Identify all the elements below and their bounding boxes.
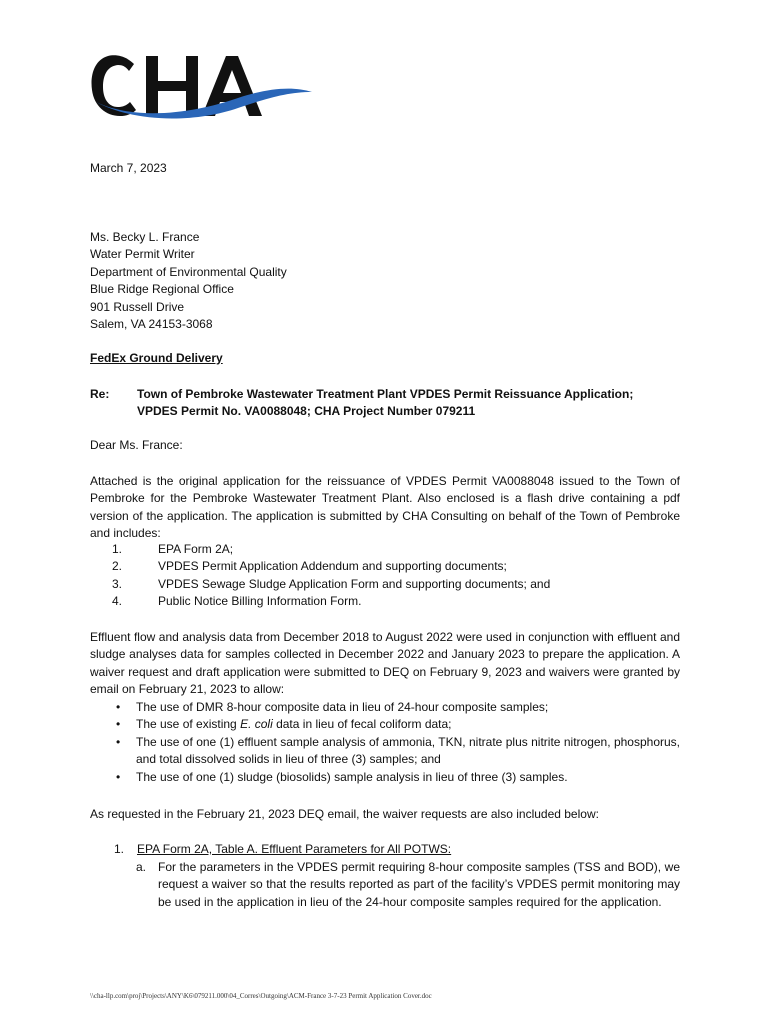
bullet-item xyxy=(90,769,680,786)
bullet-text-part: The use of existing xyxy=(136,717,241,732)
waiver-subitem xyxy=(136,859,680,911)
list-item xyxy=(90,593,680,610)
bullet-item xyxy=(90,734,680,769)
list-text: Public Notice Billing Information Form. xyxy=(158,594,362,609)
organism-name: E. coli xyxy=(240,717,273,732)
subject-text xyxy=(137,386,697,421)
bullet-icon: • xyxy=(116,700,121,714)
address-line: Ms. Becky L. France xyxy=(90,230,200,244)
subject-text-line: Town of Pembroke Wastewater Treatment Plant VPDES Permit Reissuance Application; xyxy=(137,387,634,401)
bullet-item xyxy=(90,699,680,716)
list-text: VPDES Sewage Sludge Application Form and supporting documents; and xyxy=(158,576,551,591)
list-text: VPDES Permit Application Addendum and supporting documents; xyxy=(158,559,507,574)
list-item xyxy=(90,576,680,593)
list-text: EPA Form 2A; xyxy=(158,542,234,556)
delivery-method: FedEx Ground Delivery xyxy=(90,351,223,365)
logo-letter-h-bar xyxy=(146,81,198,91)
list-number: 1. xyxy=(112,542,123,556)
address-line: 901 Russell Drive xyxy=(90,299,185,314)
salutation: Dear Ms. France: xyxy=(90,438,183,452)
section-heading: EPA Form 2A, Table A. Effluent Parameters for All POTWS: xyxy=(137,842,452,856)
list-number: 3. xyxy=(112,576,123,591)
body-paragraph: Attached is the original application for the reissuance of VPDES Permit VA0088048 issued to the Town of Pembroke for the Pembroke Wastewater Treatment Plant. Also enclosed is a flash drive containing a pdf version of the application. The application is submitted by CHA Consulting on behalf of the Town of Pembroke and includes: xyxy=(90,474,680,541)
address-line: Department of Environmental Quality xyxy=(90,264,287,279)
bullet-text-part: data in lieu of fecal coliform data; xyxy=(272,717,452,732)
cha-logo xyxy=(88,50,318,128)
recipient-address xyxy=(90,229,287,333)
bullet-text xyxy=(136,716,680,733)
list-item xyxy=(90,541,680,558)
letter-date: March 7, 2023 xyxy=(90,161,167,175)
section-number: 1. xyxy=(114,842,125,856)
address-line: Water Permit Writer xyxy=(90,247,195,262)
bullet-icon: • xyxy=(116,717,121,732)
waiver-list xyxy=(90,699,680,786)
subitem-label: a. xyxy=(136,860,147,874)
address-line: Blue Ridge Regional Office xyxy=(90,282,234,297)
subitem-text: For the parameters in the VPDES permit requiring 8-hour composite samples (TSS and BOD), we request a waiver so that the results reported as part of the facility’s VPDES permit monitoring may be used in the application in lieu of the 24-hour composite samples required for the application. xyxy=(158,860,680,909)
body-paragraph: Effluent flow and analysis data from December 2018 to August 2022 were used in conjunction with effluent and sludge analyses data for samples collected in December 2022 and January 2023 to prepare the application. A waiver request and draft application were submitted to DEQ on February 9, 2023 and waivers were granted by email on February 21, 2023 to allow: xyxy=(90,630,680,697)
bullet-text: The use of one (1) effluent sample analysis of ammonia, TKN, nitrate plus nitrite nitrogen, phosphorus, and total dissolved solids in lieu of three (3) samples; and xyxy=(136,734,680,767)
address-line: Salem, VA 24153-3068 xyxy=(90,317,213,332)
enclosure-list xyxy=(90,541,680,611)
bullet-text: The use of DMR 8-hour composite data in lieu of 24-hour composite samples; xyxy=(136,700,549,714)
list-number: 4. xyxy=(112,594,123,609)
bullet-item xyxy=(90,716,680,733)
bullet-icon: • xyxy=(116,769,121,784)
file-path-footer: \\cha-llp.com\proj\Projects\ANY\K6\079211.000\04_Corres\Outgoing\ACM-France 3-7-23 Permit Application Cover.doc xyxy=(90,992,432,1000)
bullet-icon: • xyxy=(116,734,121,749)
body-paragraph: As requested in the February 21, 2023 DEQ email, the waiver requests are also included below: xyxy=(90,807,599,821)
list-item xyxy=(90,558,680,575)
bullet-text: The use of one (1) sludge (biosolids) sample analysis in lieu of three (3) samples. xyxy=(136,769,568,784)
subject-label: Re: xyxy=(90,387,110,401)
logo-letter-c xyxy=(92,55,136,116)
subject-text-line: VPDES Permit No. VA0088048; CHA Project Number 079211 xyxy=(137,404,476,419)
list-number: 2. xyxy=(112,559,123,574)
